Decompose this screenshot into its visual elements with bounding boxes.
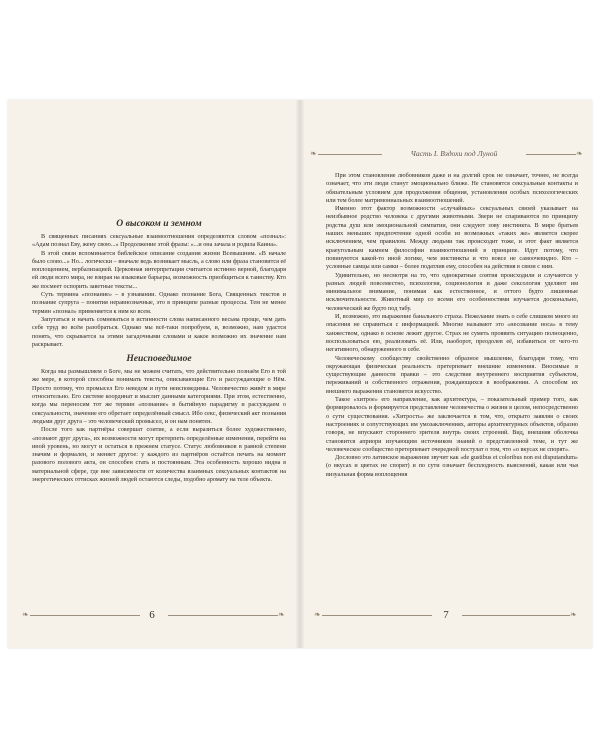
running-head-title: Часть I. Вздохи под Луной bbox=[410, 149, 498, 158]
section-heading-high-and-earthly: О высоком и земном bbox=[116, 218, 202, 229]
paragraph: Когда мы размышляем о Боге, мы не можем считать, что действительно познаём Его в той же мере, в которой способны понимать тексты, описывающие Его и рассуждающие о Нём. Просто потому, что промысел Его неведом и пути неисповедимы. Человечество живёт в мире относительно. Его системе координат и мыслит данными категориями. При этом, естественно, когда мы переносим тот же термин «познание» в бытийную парадигму и рассуждаем о сексуальности, значение его обретает определённый смысл. Ибо секс, физический акт познания людьми друг друга – это человеческий промысел, и он нам понятен. bbox=[32, 368, 286, 425]
left-page bbox=[8, 100, 300, 648]
flourish-ornament: ❧ bbox=[278, 610, 285, 619]
paragraph: И, возможно, это выражение банального страха. Нежелание знать о себе слишком много из опасения не справиться с информацией. Многие называют это «несование носа» в тему ханжеством, однако в основе лежит другое. Страх не суметь проявить ситуацию полноценно, воспользоваться ею, реализовать её. Или, наоборот, преодолев её, избавиться от чего-то негативного, обнаруженного в себе. bbox=[326, 313, 578, 354]
header-rule bbox=[318, 154, 382, 155]
flourish-ornament: ❧ bbox=[22, 610, 29, 619]
paragraph: Суть термина «познание» – в узнавании. Однако познание Бога, Священных текстов и познание супруга – понятия неравнозначные, это в принципе разные процессы. Тем не менее термин «познал» применяется к ним ко всем. bbox=[32, 291, 286, 315]
paragraph: Именно этот фактор возможности «случайных» сексуальных связей указывает на неизбывное родство человека с другими животными. Звери не спариваются по принципу родства душ или эмоциональной симпатии, они следуют зову инстинкта. В мире братьев наших меньших предпочтение одной особи из возможных «таких же» является скорее исключением, чем правилом. Между людьми так происходит тоже, и этот факт является краеугольным камнем философии взаимоотношений в принципе. Идут потому, что повинуются какой-то иной логике, чем инстинкты и что вовсе не самоочевидно. Кто – условные самцы или самки – более податлив ему, способен на действия в связи с ним. bbox=[326, 205, 578, 271]
page-number: 6 bbox=[149, 609, 155, 621]
left-page-footer bbox=[8, 608, 300, 622]
flourish-ornament: ❧ bbox=[570, 610, 577, 619]
paragraph: Такое «хитрое» его направление, как архитектура, – показательный пример того, как формировалось и формируется представление человечества о жизни в целом, непосредственно о сути существования. «Хитрость» же заключается в том, что, открыто заявляя о своих настроениях и сопутствующих им умозаключениях, авторы архитектурных объектов, образно говоря, не впускают стороннего зрителя внутрь своих строений. Вид, внешняя оболочка становится априори изучающим источником знаний о представленной теме, и тут же человеческое сообщество претерпевает очередной постулат о том, что «о вкусах не спорят». bbox=[326, 396, 578, 453]
page-number: 7 bbox=[443, 609, 449, 621]
footer-rule bbox=[322, 615, 432, 616]
section-heading-inscrutable: Неисповедимое bbox=[126, 353, 192, 365]
right-text-column bbox=[326, 172, 578, 479]
right-page bbox=[300, 100, 592, 648]
flourish-ornament: ❧ bbox=[576, 149, 583, 158]
footer-rule bbox=[168, 615, 278, 616]
book-spread bbox=[8, 100, 592, 648]
paragraph: Дословно это латинское выражение звучит как «de gustibus et coloribus non est disputandum» (о вкусах и цветах не спорят) и по сути означает бесплодность выяснений, какая или чья визуальная форма воплощения bbox=[326, 454, 578, 478]
paragraph: В священных писаниях сексуальные взаимоотношения определяются словом «познал»: «Адам познал Еву, жену свою...» Продолжение этой фразы: «...и она зачала и родила Каина». bbox=[32, 233, 286, 249]
left-text-column bbox=[32, 218, 286, 484]
footer-rule bbox=[462, 615, 570, 616]
header-rule bbox=[526, 154, 576, 155]
paragraph: Человеческому сообществу свойственно образное мышление, благодаря тому, что окружающая физическая реальность претерпевает внешние изменения. Вносимые в существующие данности правки – это следствие внутреннего восприятия субъектом, переживаний и собственного отражения, рождающихся в воображении. А способом их внешнего выражения становится искусство. bbox=[326, 354, 578, 395]
paragraph: При этом становление любовников даже и на долгий срок не означает, точнее, не всегда означает, что эти люди станут эмоционально ближе. Не становятся сексуальные контакты и обязательным условием для продолжения общения, установления особых психологических или тем более матримониальных взаимоотношений. bbox=[326, 172, 578, 204]
right-page-footer bbox=[300, 608, 592, 622]
flourish-ornament: ❧ bbox=[310, 149, 317, 158]
flourish-ornament: ❧ bbox=[314, 610, 321, 619]
footer-rule bbox=[30, 615, 140, 616]
paragraph: Удивительно, но несмотря на то, что однократные соития происходили и случаются у разных людей повсеместно, психология, соционология и даже сексология уделяют им минимальное внимание, понимая как естественное, и оттого будто лишенные исключительности. Животный мир со всеми его особенностями изучается досконально, человеческий же будто под табу. bbox=[326, 271, 578, 312]
paragraph: В этой связи вспоминается библейское описание создания жизни Всевышним. «В начале было слово...» Но... логически – вначале ведь возникает мысль, а слово или фраза становится её воплощением, вербализацией. Церковная интерпретация считается истинно верной, благодаря ей люди всего мира, не взирая на языковые барьеры, возможность приобщиться к таинству. Кто же посмеет оспорить заветные тексты... bbox=[32, 249, 286, 290]
paragraph: Запутаться и начать сомневаться в истинности слова написанного весьма проще, чем дать себе труд во всём разобраться. Однако мы всё-таки попробуем, и, возможно, нам удастся понять, что скрывается за этими загадочными словами и какое возможно их значение нам раскрывает. bbox=[32, 315, 286, 348]
running-head bbox=[300, 148, 592, 160]
paragraph: После того как партнёры совершат соитие, а если выразиться более художественно, «познают друг друга», их возможности могут претерпеть определённые изменения, перейти на иной уровень, но могут и остаться в прежнем статусе. Статус любовников в равной степени значим и формален, и меняет другое: у каждого из партнёров остаётся печать на момент разового полового акта, он способен стать и постоянным. Эта особенность хорошо видна в материальной сфере, где вне зависимости от количества взаимных сексуальных контактов на энергетических оттисках жизней людей остаются следы, подобно аромату на теле объекта. bbox=[32, 426, 286, 484]
